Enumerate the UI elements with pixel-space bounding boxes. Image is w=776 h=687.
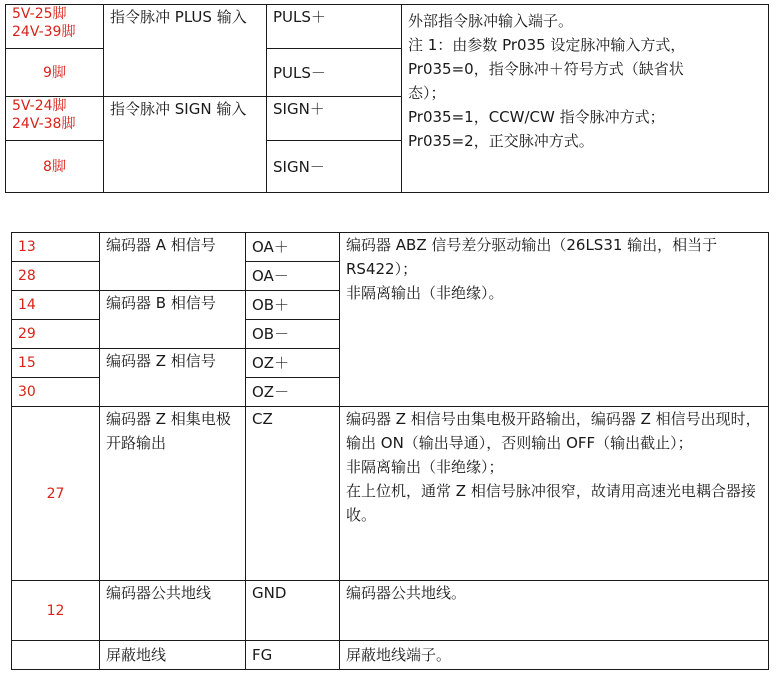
pin-cell (12, 581, 100, 641)
signal-code-cell (267, 141, 402, 193)
signal-name-cell (100, 581, 246, 641)
signal-name: 屏蔽地线 (106, 646, 167, 664)
description-line: 编码器公共地线。 (346, 584, 467, 602)
signal-name-cell (104, 97, 267, 193)
signal-code-cell (246, 349, 340, 378)
signal-name-cell (100, 349, 246, 407)
signal-name: 编码器 A 相信号 (106, 236, 216, 254)
signal-code: FG (252, 646, 273, 664)
description-cell (340, 407, 769, 581)
signal-name-cell (100, 641, 246, 670)
signal-name: 编码器 B 相信号 (106, 294, 216, 312)
signal-code-cell (246, 262, 340, 291)
signal-code: PULS＋ (273, 8, 326, 26)
pin-label: 8脚 (43, 158, 66, 175)
pin-label: 28 (18, 268, 36, 284)
signal-name: 指令脉冲 PLUS 输入 (110, 8, 247, 26)
signal-code-cell (246, 378, 340, 407)
description-line: 编码器 ABZ 信号差分驱动输出（26LS31 输出，相当于 RS422）； (346, 236, 718, 278)
pin-cell (12, 291, 100, 320)
signal-code: SIGN－ (273, 157, 325, 176)
description-line: 外部指令脉冲输入端子。 (408, 12, 574, 30)
signal-code: PULS－ (273, 63, 326, 82)
pin-label: 24V-39脚 (12, 24, 76, 40)
signal-code-cell (246, 291, 340, 320)
signal-name-cell (104, 5, 267, 97)
pin-cell (6, 5, 104, 49)
description-line: 非隔离输出（非绝缘）； (346, 458, 504, 476)
pin-cell (12, 407, 100, 581)
description-line: 态）； (408, 84, 446, 102)
pin-label: 15 (18, 355, 36, 371)
signal-code: GND (252, 584, 287, 602)
description-line: Pr035=0，指令脉冲＋符号方式（缺省状 (408, 60, 684, 78)
signal-name: 编码器 Z 相集电极开路输出 (106, 410, 231, 452)
pin-cell (6, 141, 104, 193)
signal-code: OA－ (252, 267, 289, 285)
pin-cell (12, 233, 100, 262)
pin-cell (12, 641, 100, 670)
signal-code-cell (267, 49, 402, 97)
pin-label: 5V-25脚 (12, 6, 67, 22)
signal-code-cell (267, 97, 402, 141)
pulse-input-table (5, 4, 769, 193)
signal-code: CZ (252, 410, 273, 428)
pin-label: 30 (18, 384, 36, 400)
signal-code-cell (246, 320, 340, 349)
pin-label: 14 (18, 297, 36, 313)
pin-label: 29 (18, 326, 36, 342)
signal-code: OZ－ (252, 383, 290, 401)
pin-cell (6, 49, 104, 97)
description-cell (340, 233, 769, 407)
description-line: Pr035=1，CCW/CW 指令脉冲方式； (408, 108, 665, 126)
signal-code: OZ＋ (252, 354, 290, 372)
pin-label: 27 (46, 485, 65, 502)
description-line: 非隔离输出（非绝缘）。 (346, 284, 504, 302)
signal-code-cell (246, 641, 340, 670)
signal-code: OB－ (252, 325, 290, 343)
signal-name-cell (100, 407, 246, 581)
pin-cell (12, 320, 100, 349)
signal-name: 编码器 Z 相信号 (106, 352, 216, 370)
signal-name: 编码器公共地线 (106, 584, 212, 602)
signal-code-cell (246, 407, 340, 581)
pin-cell (12, 378, 100, 407)
signal-name: 指令脉冲 SIGN 输入 (110, 100, 247, 118)
signal-code-cell (246, 581, 340, 641)
pin-cell (6, 97, 104, 141)
description-cell (402, 5, 769, 193)
signal-code-cell (267, 5, 402, 49)
description-cell (340, 581, 769, 641)
description-cell (340, 641, 769, 670)
description-line: 在上位机，通常 Z 相信号脉冲很窄，故请用高速光电耦合器接收。 (346, 482, 756, 524)
description-line: Pr035=2，正交脉冲方式。 (408, 132, 594, 150)
description-line: 屏蔽地线端子。 (346, 646, 452, 664)
description-line: 编码器 Z 相信号由集电极开路输出，编码器 Z 相信号出现时，输出 ON（输出导通），否则输出 OFF（输出截止）； (346, 410, 761, 452)
pin-label: 12 (46, 602, 65, 619)
signal-code: OB＋ (252, 296, 290, 314)
description-line: 注 1：由参数 Pr035 设定脉冲输入方式， (408, 36, 686, 54)
signal-name-cell (100, 233, 246, 291)
signal-code: SIGN＋ (273, 100, 325, 118)
signal-name-cell (100, 291, 246, 349)
signal-code: OA＋ (252, 238, 289, 256)
pin-cell (12, 349, 100, 378)
pin-label: 13 (18, 239, 36, 255)
signal-code-cell (246, 233, 340, 262)
pin-label: 5V-24脚 (12, 98, 67, 114)
pin-label: 9脚 (43, 64, 66, 81)
pin-label: 24V-38脚 (12, 116, 76, 132)
encoder-output-table (11, 232, 769, 670)
pin-cell (12, 262, 100, 291)
